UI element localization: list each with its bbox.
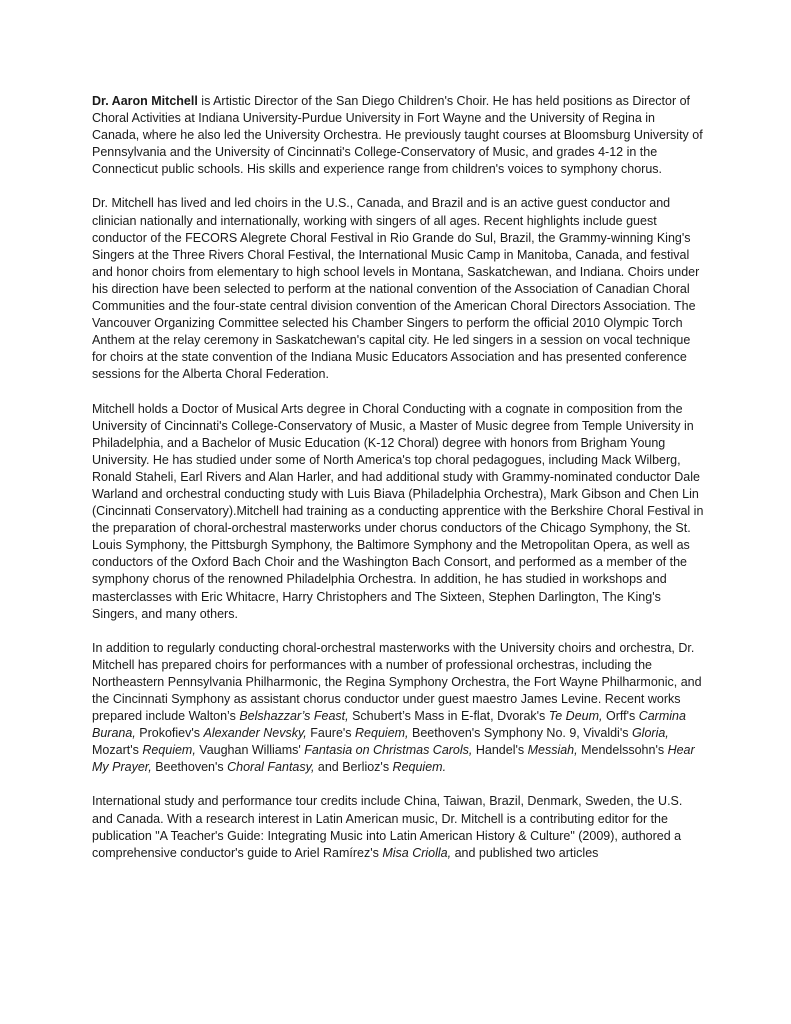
work-title: Choral Fantasy, [227, 760, 315, 775]
text-segment: and published two articles [451, 845, 599, 860]
text-segment: Vaughan Williams' [195, 743, 305, 758]
text-segment: Orff's [602, 709, 639, 724]
text-segment: Mendelssohn's [577, 743, 668, 758]
text-segment: Schubert’s Mass in E-flat, Dvorak's [348, 709, 549, 724]
intro-text: is Artistic Director of the San Diego Children's Choir. He has held positions as Director of Choral Activities at Indiana University-Purdue University in Fort Wayne and the University of Regina in Canada, where he also led the University Orchestra. He previously taught courses at Bloomsburg University of Pennsylvania and the University of Cincinnati's College-Conservatory of Music, and grades 4-12 in the Connecticut public schools. His skills and experience range from children's voices to symphony chorus. [92, 94, 703, 177]
work-title: Misa Criolla, [382, 845, 452, 860]
work-title: Te Deum, [548, 709, 603, 724]
work-title: Fantasia on Christmas Carols, [304, 743, 473, 758]
paragraph-conducting: Dr. Mitchell has lived and led choirs in the U.S., Canada, and Brazil and is an active guest conductor and clinician nationally and internationally, working with singers of all ages. Recent highlights include guest conductor of the FECORS Alegrete Choral Festival in Rio Grande do Sul, Brazil, the Grammy-winning King's Singers at the Three Rivers Choral Festival, the International Music Camp in Manitoba, Canada, and festival and honor choirs from elementary to high school levels in Montana, Saskatchewan, and Indiana. Choirs under his direction have been selected to perform at the national convention of the Association of Canadian Choral Communities and the four-state central division convention of the American Choral Directors Association. The Vancouver Organizing Committee selected his Chamber Singers to perform the official 2010 Olympic Torch Anthem at the relay ceremony in Saskatchewan's capital city. He led singers in a session on vocal technique for choirs at the state convention of the Indiana Music Educators Association and has presented conference sessions for the Alberta Choral Federation. [92, 196, 700, 382]
work-title: Requiem, [142, 743, 196, 758]
work-title: Requiem. [392, 760, 447, 775]
work-title: Alexander Nevsky, [203, 726, 307, 741]
work-title: Requiem, [355, 726, 409, 741]
text-segment: In addition to regularly conducting choral-orchestral masterworks with the University choirs and orchestra, Dr. Mitchell has prepared choirs for performances with a number of professional orchestras, including the Northeastern Pennsylvania Philharmonic, the Regina Symphony Orchestra, the Fort Wayne Philharmonic, and the Cincinnati Symphony as assistant chorus conductor under guest maestro James Levine. Recent works prepared include Walton’s [92, 640, 702, 724]
paragraph-research [92, 793, 704, 861]
text-segment: Mozart's [92, 743, 143, 758]
text-segment: Handel's [472, 743, 528, 758]
text-segment: Beethoven's [151, 760, 228, 775]
text-segment: Beethoven's Symphony No. 9, Vivaldi's [408, 726, 632, 741]
paragraph-works [92, 640, 704, 777]
work-title: Gloria, [631, 726, 669, 741]
text-segment: Faure's [306, 726, 356, 741]
work-title: Belshazzar’s Feast, [239, 709, 349, 724]
paragraph-intro [92, 93, 704, 178]
work-title: Messiah, [527, 743, 578, 758]
text-segment: and Berlioz's [314, 760, 393, 775]
document-page [92, 93, 704, 879]
paragraph-education: Mitchell holds a Doctor of Musical Arts degree in Choral Conducting with a cognate in composition from the University of Cincinnati's College-Conservatory of Music, a Master of Music degree from Temple University in Philadelphia, and a Bachelor of Music Education (K-12 Choral) degree with honors from Brigham Young University. He has studied under some of North America's top choral pedagogues, including Mack Wilberg, Ronald Staheli, Earl Rivers and Alan Harler, and had additional study with Grammy-nominated conductor Dale Warland and orchestral conducting study with Luis Biava (Philadelphia Orchestra), Mark Gibson and Chen Lin (Cincinnati Conservatory).Mitchell had training as a conducting apprentice with the Berkshire Choral Festival in the preparation of choral-orchestral masterworks under chorus conductors of the Chicago Symphony, the St. Louis Symphony, the Pittsburgh Symphony, the Baltimore Symphony and the Metropolitan Opera, as well as conductors of the Oxford Bach Choir and the Washington Bach Consort, and performed as a member of the symphony chorus of the renowned Philadelphia Orchestra. In addition, he has studied in workshops and masterclasses with Eric Whitacre, Harry Christophers and The Sixteen, Stephen Darlington, The King's Singers, and many others. [92, 401, 704, 621]
person-name: Dr. Aaron Mitchell [92, 94, 198, 108]
text-segment: Prokofiev's [135, 726, 204, 741]
work-title: Hear My Prayer, [92, 743, 695, 775]
text-segment: International study and performance tour credits include China, Taiwan, Brazil, Denmark, Sweden, the U.S. and Canada. With a research interest in Latin American music, Dr. Mitchell is a contributing editor for the publication "A Teacher's Guide: Integrating Music into Latin American History & Culture" (2009), authored a comprehensive conductor's guide to Ariel Ramírez's [92, 794, 683, 860]
work-title: Carmina Burana, [92, 709, 686, 741]
